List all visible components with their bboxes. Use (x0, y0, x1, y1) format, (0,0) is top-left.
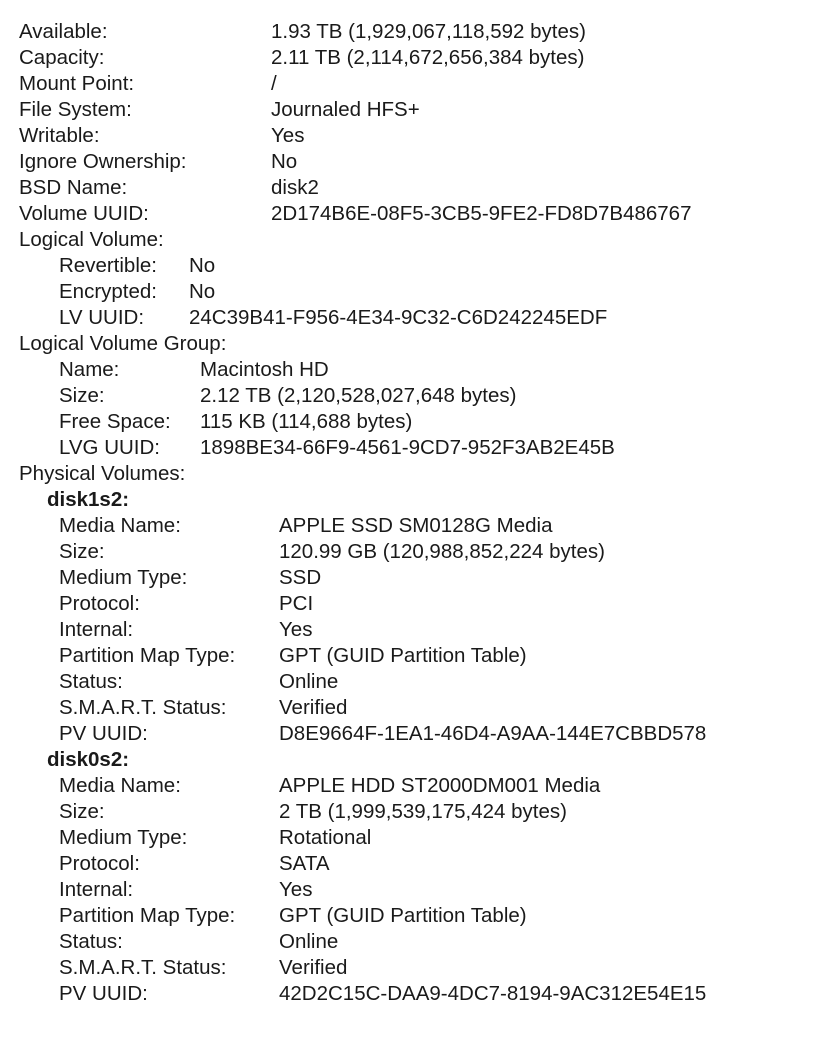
disk0s2-internal-label: Internal: (59, 878, 134, 901)
disk0s2-protocol-label: Protocol: (59, 852, 140, 875)
disk1s2-row-status (0, 669, 834, 695)
row-bsd-name (0, 175, 834, 201)
disk1s2-row-smart-status (0, 695, 834, 721)
disk0s2-protocol-value: SATA (279, 852, 330, 875)
disk0s2-row-protocol (0, 851, 834, 877)
disk0s2-row-media-name (0, 773, 834, 799)
available-value: 1.93 TB (1,929,067,118,592 bytes) (271, 20, 586, 43)
disk1s2-smart-status-value: Verified (279, 696, 348, 719)
disk1s2-protocol-value: PCI (279, 592, 314, 615)
row-encrypted (0, 279, 834, 305)
lvg-free-space-value: 115 KB (114,688 bytes) (200, 410, 413, 433)
disk0s2-row-pv-uuid (0, 981, 834, 1007)
disk0s2-medium-type-value: Rotational (279, 826, 372, 849)
physical-volumes-header: Physical Volumes: (19, 462, 186, 485)
disk1s2-pv-uuid-label: PV UUID: (59, 722, 148, 745)
disk1s2-media-name-value: APPLE SSD SM0128G Media (279, 514, 553, 537)
disk1s2-smart-status-label: S.M.A.R.T. Status: (59, 696, 227, 719)
disk1s2-medium-type-value: SSD (279, 566, 322, 589)
row-lvg-free-space (0, 409, 834, 435)
row-file-system (0, 97, 834, 123)
lvg-name-value: Macintosh HD (200, 358, 329, 381)
bsd-name-label: BSD Name: (19, 176, 128, 199)
disk1s2-pv-uuid-value: D8E9664F-1EA1-46D4-A9AA-144E7CBBD578 (279, 722, 707, 745)
disk0s2-pv-uuid-label: PV UUID: (59, 982, 148, 1005)
row-capacity (0, 45, 834, 71)
disk1s2-medium-type-label: Medium Type: (59, 566, 188, 589)
disk1s2-row-pv-uuid (0, 721, 834, 747)
disk0s2-row-partition-map-type (0, 903, 834, 929)
disk1s2-row-medium-type (0, 565, 834, 591)
row-available (0, 19, 834, 45)
disk0s2-partition-map-type-label: Partition Map Type: (59, 904, 236, 927)
disk1s2-row-size (0, 539, 834, 565)
logical-volume-header-row (0, 227, 834, 253)
encrypted-value: No (189, 280, 216, 303)
mount-point-label: Mount Point: (19, 72, 135, 95)
bsd-name-value: disk2 (271, 176, 319, 199)
disk0s2-row-size (0, 799, 834, 825)
capacity-value: 2.11 TB (2,114,672,656,384 bytes) (271, 46, 585, 69)
row-ignore-ownership (0, 149, 834, 175)
mount-point-value: / (271, 72, 277, 95)
disk1s2-row-protocol (0, 591, 834, 617)
disk0s2-size-value: 2 TB (1,999,539,175,424 bytes) (279, 800, 567, 823)
disk0s2-smart-status-value: Verified (279, 956, 348, 979)
disk1s2-protocol-label: Protocol: (59, 592, 140, 615)
disk0s2-row-status (0, 929, 834, 955)
disk1s2-size-label: Size: (59, 540, 105, 563)
row-lvg-size (0, 383, 834, 409)
disk1s2-header-row (0, 487, 834, 513)
lvg-size-value: 2.12 TB (2,120,528,027,648 bytes) (200, 384, 517, 407)
revertible-label: Revertible: (59, 254, 157, 277)
disk1s2-row-media-name (0, 513, 834, 539)
disk1s2-name: disk1s2: (47, 488, 130, 511)
available-label: Available: (19, 20, 108, 43)
disk0s2-row-internal (0, 877, 834, 903)
volume-uuid-label: Volume UUID: (19, 202, 149, 225)
disk0s2-header-row (0, 747, 834, 773)
file-system-label: File System: (19, 98, 132, 121)
encrypted-label: Encrypted: (59, 280, 157, 303)
disk0s2-status-label: Status: (59, 930, 123, 953)
disk0s2-row-smart-status (0, 955, 834, 981)
disk1s2-status-value: Online (279, 670, 339, 693)
row-mount-point (0, 71, 834, 97)
physical-volumes-header-row (0, 461, 834, 487)
disk0s2-name: disk0s2: (47, 748, 130, 771)
lv-uuid-value: 24C39B41-F956-4E34-9C32-C6D242245EDF (189, 306, 608, 329)
disk1s2-row-partition-map-type (0, 643, 834, 669)
logical-volume-group-header: Logical Volume Group: (19, 332, 227, 355)
disk1s2-size-value: 120.99 GB (120,988,852,224 bytes) (279, 540, 605, 563)
disk0s2-media-name-label: Media Name: (59, 774, 181, 797)
disk0s2-status-value: Online (279, 930, 339, 953)
row-lvg-name (0, 357, 834, 383)
disk0s2-size-label: Size: (59, 800, 105, 823)
revertible-value: No (189, 254, 216, 277)
lvg-size-label: Size: (59, 384, 105, 407)
disk1s2-internal-label: Internal: (59, 618, 134, 641)
lv-uuid-label: LV UUID: (59, 306, 145, 329)
disk0s2-medium-type-label: Medium Type: (59, 826, 188, 849)
disk1s2-partition-map-type-label: Partition Map Type: (59, 644, 236, 667)
file-system-value: Journaled HFS+ (271, 98, 420, 121)
disk1s2-partition-map-type-value: GPT (GUID Partition Table) (279, 644, 527, 667)
writable-label: Writable: (19, 124, 100, 147)
row-volume-uuid (0, 201, 834, 227)
logical-volume-header: Logical Volume: (19, 228, 164, 251)
disk0s2-row-medium-type (0, 825, 834, 851)
disk0s2-internal-value: Yes (279, 878, 313, 901)
capacity-label: Capacity: (19, 46, 105, 69)
disk0s2-partition-map-type-value: GPT (GUID Partition Table) (279, 904, 527, 927)
disk0s2-smart-status-label: S.M.A.R.T. Status: (59, 956, 227, 979)
logical-volume-group-header-row (0, 331, 834, 357)
row-writable (0, 123, 834, 149)
disk1s2-row-internal (0, 617, 834, 643)
disk1s2-media-name-label: Media Name: (59, 514, 181, 537)
row-lvg-uuid (0, 435, 834, 461)
row-revertible (0, 253, 834, 279)
lvg-name-label: Name: (59, 358, 120, 381)
disk0s2-pv-uuid-value: 42D2C15C-DAA9-4DC7-8194-9AC312E54E15 (279, 982, 707, 1005)
writable-value: Yes (271, 124, 305, 147)
volume-uuid-value: 2D174B6E-08F5-3CB5-9FE2-FD8D7B486767 (271, 202, 692, 225)
lvg-uuid-label: LVG UUID: (59, 436, 160, 459)
disk0s2-media-name-value: APPLE HDD ST2000DM001 Media (279, 774, 601, 797)
ignore-ownership-value: No (271, 150, 298, 173)
lvg-free-space-label: Free Space: (59, 410, 171, 433)
ignore-ownership-label: Ignore Ownership: (19, 150, 187, 173)
disk1s2-internal-value: Yes (279, 618, 313, 641)
lvg-uuid-value: 1898BE34-66F9-4561-9CD7-952F3AB2E45B (200, 436, 615, 459)
row-lv-uuid (0, 305, 834, 331)
disk1s2-status-label: Status: (59, 670, 123, 693)
